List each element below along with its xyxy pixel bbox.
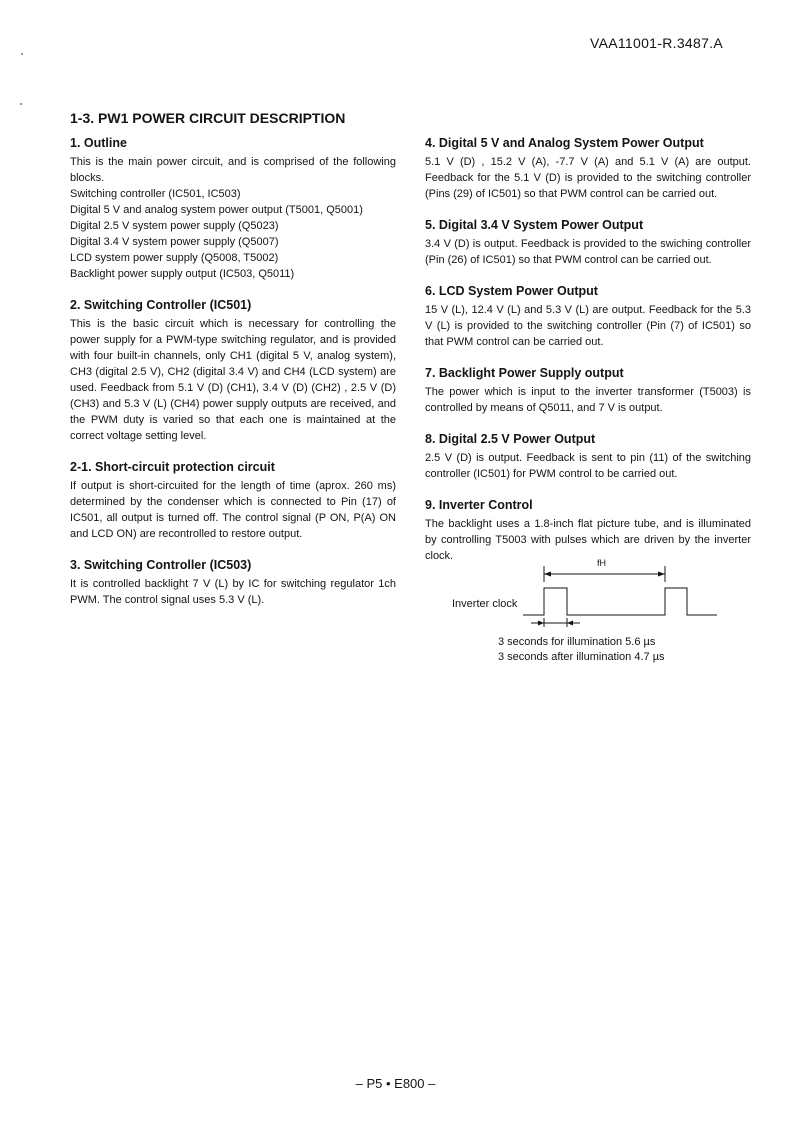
section-body: This is the basic circuit which is necessary for controlling the power supply for a PWM-type switching regulator, and is provided with four built-in channels, only CH1 (digital 5 V, analog system), CH3 (digital 2.5 V), CH2 (digital 3.4 V) and CH4 (LCD system) are used. Feedback from 5.1 V (D) (CH1), 3.4 V (D) (CH2) , 2.5 V (D) (CH3) and 5.3 V (L) (CH4) power supply outputs are received, and the PWM duty is varied so that each one is maintained at the correct voltage setting level.: [70, 318, 396, 442]
section-heading: 5. Digital 3.4 V System Power Output: [425, 218, 644, 232]
section-body: If output is short-circuited for the length of time (aprox. 260 ms) determined by the condenser which is connected to Pin (17) of IC501, all output is turned off. The control signal (P ON, P(A) ON and LCD ON) are recontrolled to restore output.: [70, 480, 396, 540]
section-inverter-control: [425, 498, 751, 564]
section-switching-controller-ic501: [70, 298, 396, 444]
list-item: Digital 2.5 V system power supply (Q5023): [70, 220, 279, 232]
section-switching-controller-ic503: [70, 558, 396, 608]
section-body: The backlight uses a 1.8-inch flat picture tube, and is illuminated by controlling T5003 with pulses which are driven by the inverter clock.: [425, 518, 751, 562]
section-heading: 3. Switching Controller (IC503): [70, 558, 252, 572]
block-list: [70, 186, 396, 282]
section-heading: 4. Digital 5 V and Analog System Power Output: [425, 136, 704, 150]
left-column: [70, 136, 396, 624]
arrow-head: [544, 572, 551, 577]
document-code: VAA11001-R.3487.A: [589, 35, 723, 51]
section-body: 5.1 V (D) , 15.2 V (A), -7.7 V (A) and 5.1 V (A) are output. Feedback for the 5.1 V (D) is provided to the switching controller (Pins (29) of IC501) so that PWM control can be carried out.: [425, 156, 751, 200]
section-heading: 9. Inverter Control: [425, 498, 533, 512]
section-body: 2.5 V (D) is output. Feedback is sent to pin (11) of the switching controller (IC501) for PWM control to be carried out.: [425, 452, 751, 480]
page-footer: – P5 • E800 –: [355, 1076, 436, 1091]
list-item: Digital 5 V and analog system power output (T5001, Q5001): [70, 204, 363, 216]
list-item: Switching controller (IC501, IC503): [70, 188, 241, 200]
section-heading: 6. LCD System Power Output: [425, 284, 598, 298]
section-intro: This is the main power circuit, and is comprised of the following blocks.: [70, 156, 396, 184]
inverter-clock-timing-diagram: [425, 558, 751, 664]
section-body: 3.4 V (D) is output. Feedback is provided to the swiching controller (Pin (26) of IC501) so that PWM control can be carried out.: [425, 238, 751, 266]
section-heading: 2. Switching Controller (IC501): [70, 298, 252, 312]
section-heading: 1. Outline: [70, 136, 127, 150]
arrow-head: [567, 621, 573, 626]
section-digital-5v-output: [425, 136, 751, 202]
section-body: The power which is input to the inverter transformer (T5003) is controlled by means of Q5011, and 7 V is output.: [425, 386, 751, 414]
fh-label: fH: [597, 558, 606, 568]
section-heading: 2-1. Short-circuit protection circuit: [70, 460, 275, 474]
section-heading: 7. Backlight Power Supply output: [425, 366, 624, 380]
section-digital-2-5v-output: [425, 432, 751, 482]
list-item: LCD system power supply (Q5008, T5002): [70, 252, 279, 264]
section-digital-3-4v-output: [425, 218, 751, 268]
illumination-caption: 3 seconds for illumination 5.6 µs: [498, 636, 656, 648]
section-heading: 8. Digital 2.5 V Power Output: [425, 432, 596, 446]
arrow-head: [538, 621, 544, 626]
section-backlight-power-supply: [425, 366, 751, 416]
list-item: Backlight power supply output (IC503, Q5011): [70, 268, 295, 280]
scan-speck: [21, 53, 23, 55]
section-body: 15 V (L), 12.4 V (L) and 5.3 V (L) are output. Feedback for the 5.3 V (L) is provided to the switching controller (Pin (7) of IC501) so that PWM control can be carried out.: [425, 304, 751, 348]
post-illumination-caption: 3 seconds after illumination 4.7 µs: [498, 651, 665, 663]
inverter-clock-label: Inverter clock: [452, 598, 518, 610]
section-body: It is controlled backlight 7 V (L) by IC for switching regulator 1ch PWM. The control signal uses 5.3 V (L).: [70, 578, 396, 606]
arrow-head: [658, 572, 665, 577]
scan-speck: [20, 103, 22, 105]
section-outline: [70, 136, 396, 282]
clock-pulse-train: [523, 588, 717, 615]
list-item: Digital 3.4 V system power supply (Q5007): [70, 236, 279, 248]
section-short-circuit-protection: [70, 460, 396, 542]
section-lcd-power-output: [425, 284, 751, 350]
page-title: 1-3. PW1 POWER CIRCUIT DESCRIPTION: [70, 110, 346, 126]
right-column: [425, 136, 751, 664]
